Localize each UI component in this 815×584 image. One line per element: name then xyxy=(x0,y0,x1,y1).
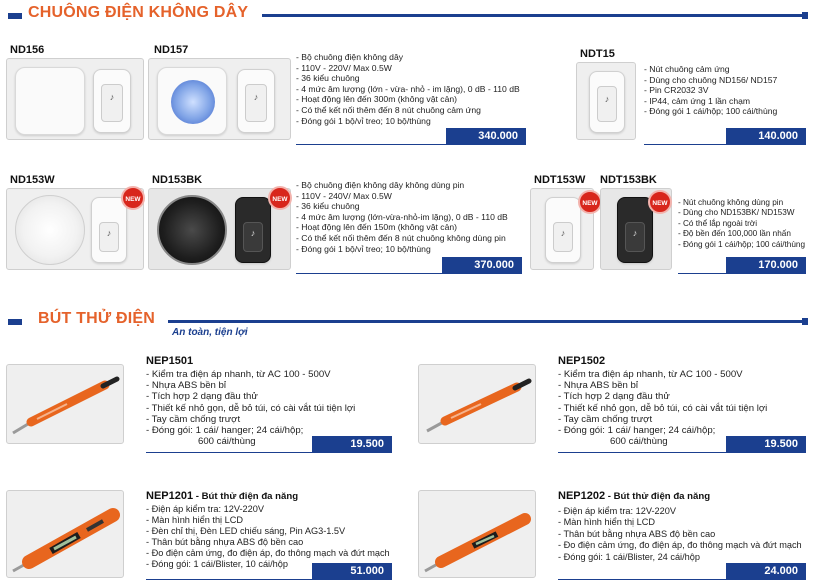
bell-icon: ♪ xyxy=(604,94,610,104)
spec-list-nd156-nd157 xyxy=(296,52,520,126)
section-rule xyxy=(262,14,802,17)
spec-item: - Đóng gói 1 bộ/vỉ treo; 10 bộ/thùng xyxy=(296,115,431,126)
section-marker xyxy=(8,13,22,19)
spec-item: - Thân bút bằng nhựa ABS độ bền cao xyxy=(146,537,304,547)
receiver-unit xyxy=(15,195,85,265)
spec-item: - Nhựa ABS bền bỉ xyxy=(146,380,227,392)
spec-item: - Dùng cho chuông ND156/ ND157 xyxy=(644,74,778,85)
spec-item: - Hoạt động lên đến 150m (không vật cản) xyxy=(296,222,457,233)
spec-item: - Có thể lắp ngoài trời xyxy=(678,218,758,228)
spec-item: - IP44, cảm ứng 1 lần chạm xyxy=(644,95,751,106)
digital-tester-image xyxy=(419,491,536,578)
spec-item: 600 cái/thùng xyxy=(610,436,668,448)
spec-item: - Đóng gói 1 cái/hộp; 100 cái/thùng xyxy=(644,106,778,117)
product-image-nep1201 xyxy=(6,490,124,578)
button-unit xyxy=(235,197,271,263)
new-badge: NEW xyxy=(121,186,145,210)
product-code-nep1501: NEP1501 xyxy=(146,355,194,367)
spec-item: - Thân bút bằng nhựa ABS độ bền cao xyxy=(558,528,716,539)
spec-item: - Kiểm tra điện áp nhanh, từ AC 100 - 500V xyxy=(558,369,743,380)
product-name-nep1201: - Bút thử điện đa năng xyxy=(193,491,299,502)
button-unit xyxy=(589,71,625,133)
spec-item: - Đóng gói: 1 cái/Blister, 24 cái/hộp xyxy=(558,551,700,562)
new-badge: NEW xyxy=(578,190,602,214)
product-code-nd153w: ND153W xyxy=(10,174,55,186)
spec-item: - Đóng gói: 1 cái/ hanger; 24 cái/hộp; xyxy=(558,425,716,437)
doorbell-section-title: CHUÔNG ĐIỆN KHÔNG DÂY xyxy=(28,4,249,21)
bell-icon: ♪ xyxy=(253,92,259,102)
spec-item: - Tích hợp 2 dạng đầu thử xyxy=(146,391,258,403)
screwdriver-tester-image xyxy=(419,365,536,444)
spec-item: - Tích hợp 2 dạng đầu thử xyxy=(558,391,670,403)
bell-icon: ♪ xyxy=(560,228,566,238)
product-code-nd156: ND156 xyxy=(10,44,45,56)
spec-item: - Điện áp kiểm tra: 12V-220V xyxy=(146,504,264,514)
price-tag-nd156-nd157: 340.000 xyxy=(446,128,526,144)
spec-item: - Đóng gói 1 cái/hộp; 100 cái/thùng xyxy=(678,239,805,249)
spec-item: - Có thể kết nối thêm đến 8 nút chuông không dùng pin xyxy=(296,232,506,243)
button-unit xyxy=(617,197,653,263)
spec-item: - Đóng gói: 1 cái/ hanger; 24 cái/hộp; xyxy=(146,425,304,437)
tester-section-subtitle: An toàn, tiện lợi xyxy=(172,327,248,338)
new-badge: NEW xyxy=(648,190,672,214)
price-tag-nep1501: 19.500 xyxy=(312,436,392,452)
spec-list-nep1202 xyxy=(558,506,802,563)
spec-item: - Đo điện cảm ứng, đo điện áp, đo thông mạch và đứt mạch xyxy=(146,548,390,558)
product-name-nep1202: - Bút thử điện đa năng xyxy=(605,491,711,502)
price-tag-nep1201: 51.000 xyxy=(312,563,392,579)
spec-item: - Đóng gói 1 bộ/vỉ treo; 10 bộ/thùng xyxy=(296,243,431,254)
bell-icon: ♪ xyxy=(106,228,112,238)
receiver-unit xyxy=(15,67,85,135)
receiver-unit xyxy=(157,195,227,265)
spec-list-ndt153 xyxy=(678,198,805,250)
spec-item: - Pin CR2032 3V xyxy=(644,85,709,96)
product-code-ndt153bk: NDT153BK xyxy=(600,174,657,186)
spec-item: - Đóng gói: 1 cái/Blister, 10 cái/hộp xyxy=(146,559,288,569)
spec-item: - Nút chuông không dùng pin xyxy=(678,198,784,207)
spec-item: - 110V - 220V/ Max 0.5W xyxy=(296,62,392,73)
bell-icon: ♪ xyxy=(632,228,638,238)
tester-section-title: BÚT THỬ ĐIỆN xyxy=(38,310,156,327)
price-tag-ndt153: 170.000 xyxy=(726,257,806,273)
product-image-nep1202 xyxy=(418,490,536,578)
button-unit xyxy=(545,197,581,263)
section-rule-end xyxy=(802,318,808,325)
button-unit xyxy=(237,69,275,133)
spec-item: - Đo điện cảm ứng, đo điện áp, đo thông mạch và đứt mạch xyxy=(558,540,802,551)
button-unit xyxy=(93,69,131,133)
section-marker xyxy=(8,319,22,325)
spec-item: - Có thể kết nối thêm đến 8 nút chuông cảm ứng xyxy=(296,104,481,115)
spec-list-nep1201 xyxy=(146,504,390,570)
product-code-nd157: ND157 xyxy=(154,44,189,56)
doorbell-section-header xyxy=(0,4,815,28)
spec-item: - Tay cầm chống trượt xyxy=(146,413,241,425)
product-image-nd157 xyxy=(148,58,291,140)
spec-item: - 36 kiểu chuông xyxy=(296,73,360,84)
product-image-nep1502 xyxy=(418,364,536,444)
spec-item: - Màn hình hiển thị LCD xyxy=(558,517,656,528)
spec-item: - Hoạt động lên đến 300m (không vật cản) xyxy=(296,94,457,105)
button-unit xyxy=(91,197,127,263)
receiver-unit xyxy=(157,67,227,135)
spec-item: - Đèn chỉ thị, Đèn LED chiếu sáng, Pin AG3-1.5V xyxy=(146,526,346,536)
spec-item: - Thiết kế nhỏ gọn, dễ bỏ túi, có cài vắt túi tiện lợi xyxy=(146,402,356,414)
product-image-ndt15 xyxy=(576,62,636,140)
spec-item: - Bộ chuông điện không dây xyxy=(296,52,404,62)
product-code-ndt15: NDT15 xyxy=(580,48,615,60)
spec-item: - Độ bền đến 100,000 lần nhấn xyxy=(678,229,791,239)
tester-section-header xyxy=(0,310,815,334)
spec-item: - Nút chuông cảm ứng xyxy=(644,64,730,74)
section-rule-end xyxy=(802,12,808,19)
spec-item: - Kiểm tra điện áp nhanh, từ AC 100 - 500V xyxy=(146,369,331,380)
spec-item: - 4 mức âm lượng (lớn - vừa- nhỏ - im lặng), 0 dB - 110 dB xyxy=(296,83,520,94)
product-code-nep1202-label: NEP1202 xyxy=(558,490,606,502)
product-code-nep1502: NEP1502 xyxy=(558,355,606,367)
spec-item: - 4 mức âm lượng (lớn-vừa-nhỏ-im lặng), 0 dB - 110 dB xyxy=(296,211,508,222)
spec-item: - Thiết kế nhỏ gọn, dễ bỏ túi, có cài vắt túi tiện lợi xyxy=(558,402,768,414)
product-code-nep1201-label: NEP1201 xyxy=(146,490,194,502)
spec-item: - Nhựa ABS bền bỉ xyxy=(558,380,639,392)
spec-item: - Bộ chuông điện không dây không dùng pin xyxy=(296,180,465,190)
price-tag-nep1502: 19.500 xyxy=(726,436,806,452)
spec-item: - Điện áp kiểm tra: 12V-220V xyxy=(558,506,676,516)
spec-item: - Màn hình hiển thị LCD xyxy=(146,515,244,525)
product-image-nd156 xyxy=(6,58,144,140)
spec-item: - 36 kiểu chuông xyxy=(296,201,360,212)
price-tag-ndt15: 140.000 xyxy=(726,128,806,144)
digital-tester-image xyxy=(7,491,124,578)
spec-list-ndt15 xyxy=(644,64,777,117)
product-code-nep1202 xyxy=(558,490,710,502)
spec-list-nd153 xyxy=(296,180,508,254)
price-tag-nd153: 370.000 xyxy=(442,257,522,273)
spec-item: - 110V - 240V/ Max 0.5W xyxy=(296,190,392,201)
product-code-nep1201 xyxy=(146,490,298,502)
bell-icon: ♪ xyxy=(109,92,115,102)
product-image-nep1501 xyxy=(6,364,124,444)
bell-icon: ♪ xyxy=(250,228,256,238)
spec-item: 600 cái/thùng xyxy=(198,436,256,448)
spec-item: - Tay cầm chống trượt xyxy=(558,413,653,425)
screwdriver-tester-image xyxy=(7,365,124,444)
section-rule xyxy=(168,320,802,323)
price-tag-nep1202: 24.000 xyxy=(726,563,806,579)
spec-item: - Dùng cho ND153BK/ ND153W xyxy=(678,208,795,218)
product-code-ndt153w: NDT153W xyxy=(534,174,586,186)
product-code-nd153bk: ND153BK xyxy=(152,174,203,186)
new-badge: NEW xyxy=(268,186,292,210)
